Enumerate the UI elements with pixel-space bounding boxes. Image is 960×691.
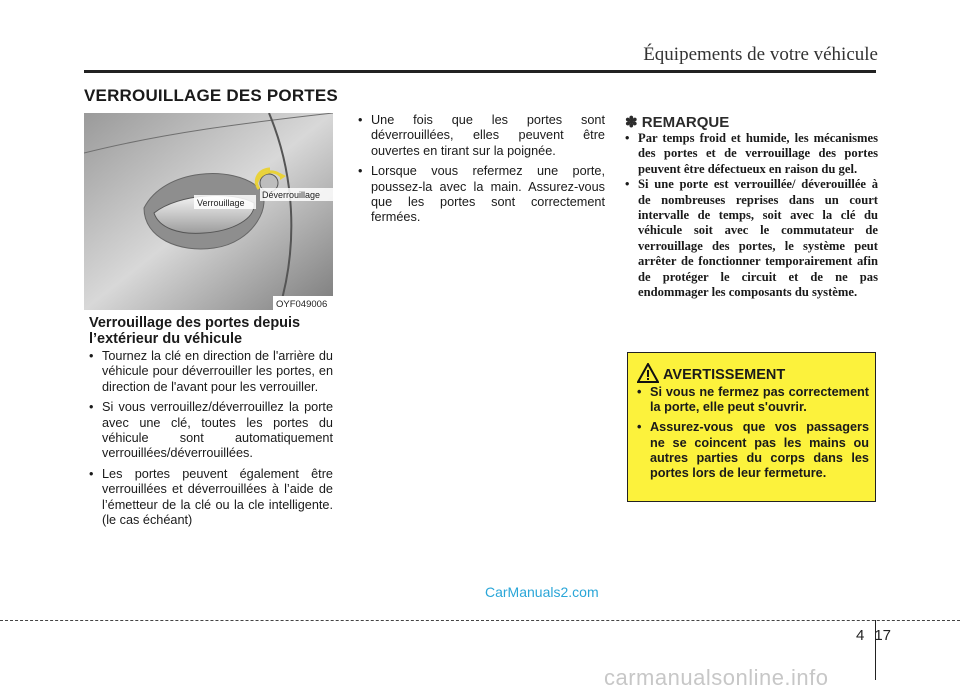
warning-triangle-icon bbox=[637, 363, 659, 383]
door-handle-illustration bbox=[84, 113, 333, 310]
page-number-value: 17 bbox=[874, 627, 892, 644]
list-item: • Une fois que les portes sont déverrouillées, elles peuvent être ouvertes en tirant sur la poignée. bbox=[358, 113, 605, 159]
label-unlock: Déverrouillage bbox=[262, 190, 321, 200]
col1-list bbox=[89, 349, 333, 533]
list-item: • Les portes peuvent également être verrouillées et déverrouillées à l’aide de l’émetteur de la clé ou la cle intelligente.(le cas échéant) bbox=[89, 467, 333, 529]
chapter-number: 4 bbox=[856, 627, 865, 644]
header-rule bbox=[84, 70, 876, 73]
warning-list bbox=[637, 385, 869, 486]
figure-code: OYF049006 bbox=[276, 299, 328, 310]
warning-title: AVERTISSEMENT bbox=[663, 367, 786, 383]
subheading: Verrouillage des portes depuis l’extérieur du véhicule bbox=[89, 315, 301, 347]
page-number bbox=[856, 627, 891, 644]
list-item: • Assurez-vous que vos passagers ne se coincent pas les mains ou autres parties du corps dans les portes lors de leur fermeture. bbox=[637, 420, 869, 481]
list-item: • Lorsque vous refermez une porte, poussez-la avec la main. Assurez-vous que les portes sont correctement fermées. bbox=[358, 164, 605, 226]
section-title: VERROUILLAGE DES PORTES bbox=[84, 86, 338, 105]
list-item: • Si vous ne fermez pas correctement la porte, elle peut s'ouvrir. bbox=[637, 385, 869, 415]
list-item: • Tournez la clé en direction de l'arrière du véhicule pour déverrouiller les portes, en direction de l'avant pour les verrouiller. bbox=[89, 349, 333, 395]
footer-watermark: carmanualsonline.info bbox=[604, 665, 829, 690]
note-title: ✽ REMARQUE bbox=[625, 114, 730, 131]
note-list bbox=[625, 131, 878, 300]
col2-list bbox=[358, 113, 605, 231]
watermark-link[interactable]: CarManuals2.com bbox=[485, 584, 599, 600]
footer-rule bbox=[0, 620, 960, 621]
header-title: Équipements de votre véhicule bbox=[643, 44, 878, 65]
list-item: • Par temps froid et humide, les mécanismes des portes et de verrouillage des portes peuvent être défectueux en raison du gel. bbox=[625, 131, 878, 177]
list-item: • Si une porte est verrouillée/ déverouillée à de nombreuses reprises dans un court intervalle de temps, soit avec la clé du véhicule soit avec le commutateur de verrouillage des portes, le système peut arrêter de fonctionner temporairement afin de protéger le circuit et de ne pas endommager les composants du système. bbox=[625, 177, 878, 300]
label-lock: Verrouillage bbox=[197, 198, 245, 208]
list-item: • Si vous verrouillez/déverrouillez la porte avec une clé, toutes les portes du véhicule sont automatiquement verrouillées/déverrouillées. bbox=[89, 400, 333, 462]
